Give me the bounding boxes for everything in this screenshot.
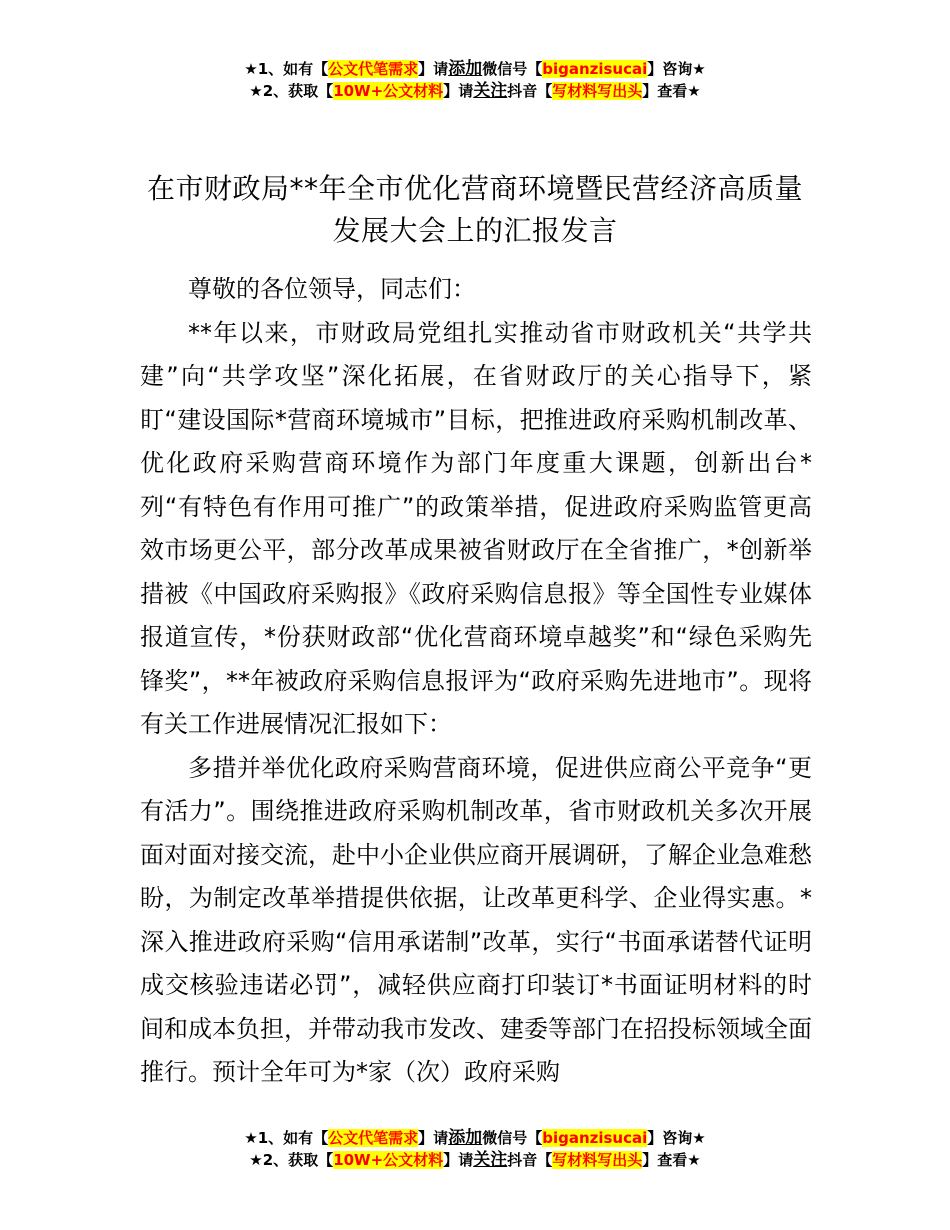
banner-text: 】查看★ <box>642 1151 701 1169</box>
banner-wechat-id: biganzisucai <box>542 60 648 78</box>
greeting: 尊敬的各位领导，同志们： <box>188 275 476 303</box>
banner-emphasis: 关注 <box>473 1150 508 1170</box>
banner-line-2 <box>0 80 950 102</box>
banner-emphasis: 添加 <box>448 1128 483 1148</box>
banner-emphasis: 关注 <box>473 81 508 101</box>
banner-text: 抖音【 <box>507 1151 553 1169</box>
banner-text: ★1、如有【 <box>244 60 329 78</box>
banner-line-1 <box>0 1127 950 1149</box>
banner-text: ★2、获取【 <box>249 1151 334 1169</box>
banner-douyin-id: 写材料写出头 <box>552 82 643 100</box>
banner-highlight: 10W+公文材料 <box>333 1151 444 1169</box>
bottom-banner <box>0 1127 950 1171</box>
banner-text: 微信号【 <box>482 60 543 78</box>
banner-line-1 <box>0 58 950 80</box>
banner-highlight: 10W+公文材料 <box>333 82 444 100</box>
banner-text: 微信号【 <box>482 1129 543 1147</box>
banner-line-2 <box>0 1149 950 1171</box>
banner-text: 】咨询★ <box>647 1129 706 1147</box>
banner-wechat-id: biganzisucai <box>542 1129 648 1147</box>
paragraph: 多措并举优化政府采购营商环境，促进供应商公平竞争“更有活力”。围绕推进政府采购机制改革，省市财政机关多次开展面对面对接交流，赴中小企业供应商开展调研，了解企业急难愁盼，为制定改革举措提供依据，让改革更科学、企业得实惠。*深入推进政府采购“信用承诺制”改革，实行“书面承诺替代证明成交核验违诺必罚”，减轻供应商打印装订*书面证明材料的时间和成本负担，并带动我市发改、建委等部门在招投标领域全面推行。预计全年可为*家（次）政府采购 <box>140 753 812 1086</box>
banner-highlight: 公文代笔需求 <box>328 1129 419 1147</box>
paragraph: **年以来，市财政局党组扎实推动省市财政机关“共学共建”向“共学攻坚”深化拓展，在省财政厅的关心指导下，紧盯“建设国际*营商环境城市”目标，把推进政府采购机制改革、优化政府采购营商环境作为部门年度重大课题，创新出台*列“有特色有作用可推广”的政策举措，促进政府采购监管更高效市场更公平，部分改革成果被省财政厅在全省推广，*创新举措被《中国政府采购报》《政府采购信息报》等全国性专业媒体报道宣传，*份获财政部“优化营商环境卓越奖”和“绿色采购先锋奖”，**年被政府采购信息报评为“政府采购先进地市”。现将有关工作进展情况汇报如下： <box>140 318 812 738</box>
banner-text: 】请 <box>443 82 474 100</box>
banner-text: 】请 <box>418 60 449 78</box>
banner-douyin-id: 写材料写出头 <box>552 1151 643 1169</box>
banner-text: 】咨询★ <box>647 60 706 78</box>
document-body <box>140 268 812 1095</box>
top-banner <box>0 58 950 102</box>
banner-highlight: 公文代笔需求 <box>328 60 419 78</box>
banner-text: 】请 <box>418 1129 449 1147</box>
document-title: 在市财政局**年全市优化营商环境暨民营经济高质量发展大会上的汇报发言 <box>146 172 803 247</box>
banner-text: 】请 <box>443 1151 474 1169</box>
banner-text: ★2、获取【 <box>249 82 334 100</box>
banner-text: 抖音【 <box>507 82 553 100</box>
banner-text: 】查看★ <box>642 82 701 100</box>
banner-text: ★1、如有【 <box>244 1129 329 1147</box>
banner-emphasis: 添加 <box>448 59 483 79</box>
